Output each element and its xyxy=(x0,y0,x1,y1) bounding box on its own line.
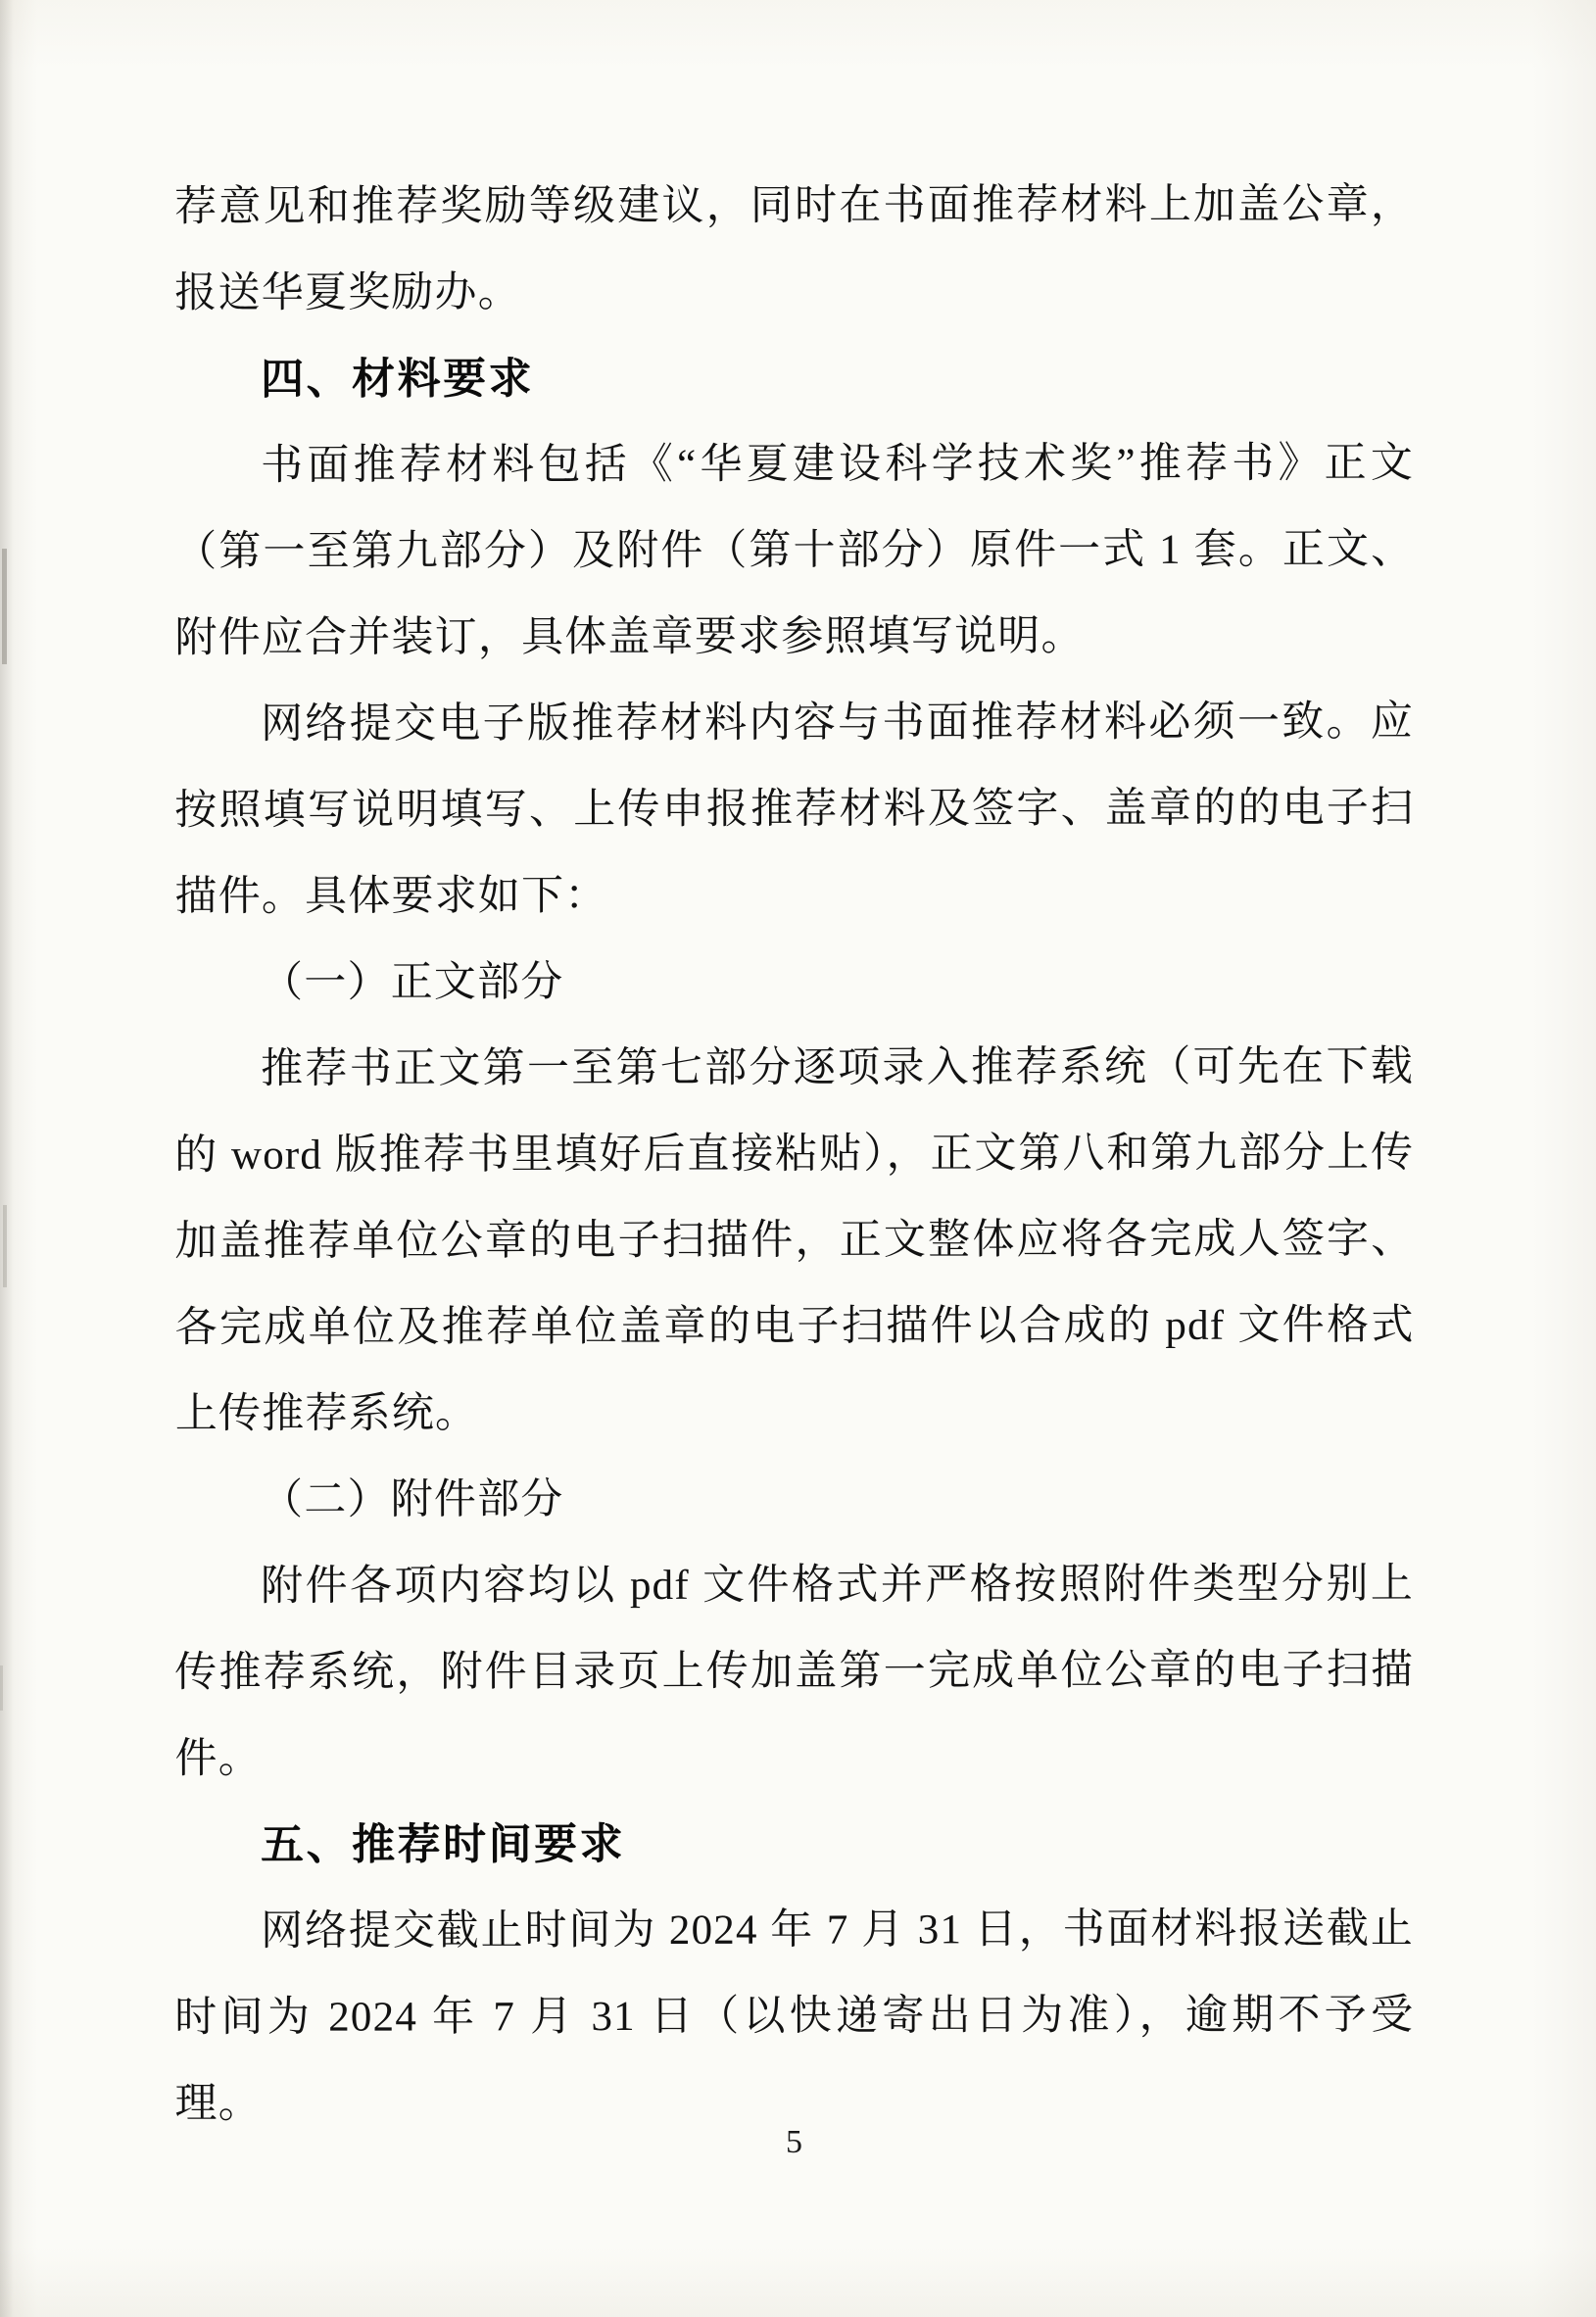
continuation-paragraph: 荐意见和推荐奖励等级建议，同时在书面推荐材料上加盖公章，报送华夏奖励办。 xyxy=(174,181,1415,316)
page-number: 5 xyxy=(786,2124,802,2160)
scan-speckle-artifact xyxy=(0,1665,3,1711)
section-heading-four: 四、材料要求 xyxy=(261,355,535,404)
subsection-two-paragraph: 附件各项内容均以 pdf 文件格式并严格按照附件类型分别上传推荐系统，附件目录页上传加盖第一完成单位公章的电子扫描件。 xyxy=(174,1561,1415,1782)
scan-speckle-artifact xyxy=(2,549,7,664)
section-four-paragraph-2: 网络提交电子版推荐材料内容与书面推荐材料必须一致。应按照填写说明填写、上传申报推荐材料及签字、盖章的的电子扫描件。具体要求如下： xyxy=(174,699,1415,920)
document-body xyxy=(174,165,1414,2148)
section-heading-five: 五、推荐时间要求 xyxy=(261,1820,626,1869)
subsection-heading-one: （一）正文部分 xyxy=(261,959,564,1006)
scan-speckle-artifact xyxy=(3,1205,7,1287)
section-four-paragraph-1: 书面推荐材料包括《“华夏建设科学技术奖”推荐书》正文（第一至第九部分）及附件（第十部分）原件一式 1 套。正文、附件应合并装订，具体盖章要求参照填写说明。 xyxy=(174,440,1415,661)
scan-edge-artifact xyxy=(0,0,14,2317)
subsection-heading-two: （二）附件部分 xyxy=(261,1476,564,1523)
section-five-paragraph: 网络提交截止时间为 2024 年 7 月 31 日，书面材料报送截止时间为 2024 年 7 月 31 日（以快递寄出日为准），逾期不予受理。 xyxy=(174,1906,1415,2127)
subsection-one-paragraph: 推荐书正文第一至第七部分逐项录入推荐系统（可先在下载的 word 版推荐书里填好后直接粘贴），正文第八和第九部分上传加盖推荐单位公章的电子扫描件，正文整体应将各完成人签字、各完成单位及推荐单位盖章的电子扫描件以合成的 pdf 文件格式上传推荐系统。 xyxy=(174,1043,1415,1437)
page-content-area xyxy=(174,0,1414,2317)
